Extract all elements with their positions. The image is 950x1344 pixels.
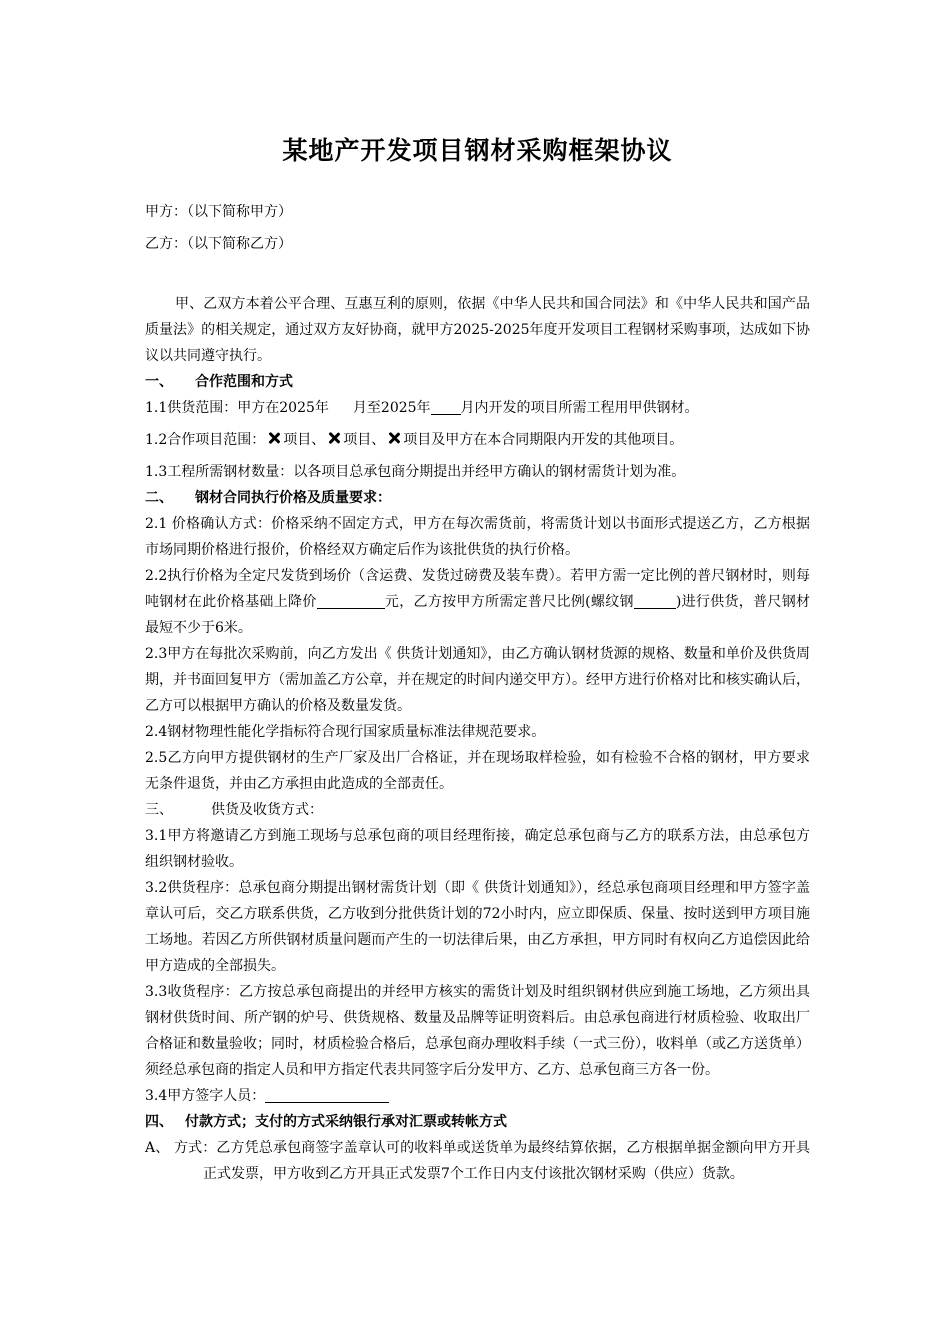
- clause-3-4-label: 3.4甲方签字人员：: [145, 1088, 266, 1104]
- clause-1-1-part-a: 1.1供货范围：甲方在2025年: [145, 400, 329, 416]
- section-4-heading: [145, 1109, 810, 1135]
- x-mark-icon: [328, 431, 340, 445]
- party-a-line: 甲方：（以下简称甲方）: [145, 204, 292, 220]
- rebar-ratio-blank: [634, 592, 676, 609]
- intro-paragraph: 甲、乙双方本着公平合理、互惠互利的原则，依据《中华人民共和国合同法》和《中华人民共和国产品质量法》的相关规定，通过双方友好协商，就甲方2025-2025年度开发项目工程钢材采购事项，达成如下协议以共同遵守执行。: [145, 296, 810, 364]
- clause-2-1: 2.1 价格确认方式：价格采纳不固定方式，甲方在每次需货前，将需货计划以书面形式提送乙方，乙方根据市场同期价格进行报价，价格经双方确定后作为该批供货的执行价格。: [145, 516, 810, 558]
- project-item-1: 项目、: [283, 432, 326, 448]
- clause-1-1: [145, 395, 810, 421]
- project-item-2: 项目、: [343, 432, 386, 448]
- clause-2-4: 2.4钢材物理性能化学指标符合现行国家质量标准法律规范要求。: [145, 724, 546, 740]
- section-2-heading: [145, 485, 810, 511]
- price-reduction-blank: [317, 592, 385, 609]
- clause-2-2: [145, 563, 810, 641]
- clause-4-a-label: A、 方式：: [145, 1140, 217, 1156]
- document-title: 某地产开发项目钢材采购框架协议: [282, 136, 673, 165]
- section-3-heading: [145, 797, 810, 823]
- clause-1-2-label: 1.2合作项目范围：: [145, 432, 266, 448]
- clause-3-2: 3.2供货程序：总承包商分期提出钢材需货计划（即《 供货计划通知》），经总承包商项目经理和甲方签字盖章认可后，交乙方联系供货，乙方收到分批供货计划的72小时内，应立即保质、保量、按时送到甲方项目施工场地。若因乙方所供钢材质量问题而产生的一切法律后果，由乙方承担，甲方同时有权向乙方追偿因此给甲方造成的全部损失。: [145, 880, 810, 974]
- section-2-number: 二、: [145, 490, 173, 506]
- clause-4-a-text: 乙方凭总承包商签字盖章认可的收料单或送货单为最终结算依据，乙方根据单据金额向甲方开具正式发票，甲方收到乙方开具正式发票7个工作日内支付该批次钢材采购（供应）货款。: [203, 1140, 811, 1182]
- section-2-title: 钢材合同执行价格及质量要求：: [195, 490, 391, 506]
- clause-1-1-part-b: 月至2025年: [352, 400, 431, 416]
- clause-1-2-end: 项目及甲方在本合同期限内开发的其他项目。: [403, 432, 684, 448]
- clause-2-5: 2.5乙方向甲方提供钢材的生产厂家及出厂合格证，并在现场取样检验，如有检验不合格的钢材，甲方要求无条件退货，并由乙方承担由此造成的全部责任。: [145, 750, 810, 792]
- clause-4-a: [145, 1135, 810, 1187]
- section-4-number: 四、: [145, 1114, 173, 1130]
- clause-2-2-part-b: 元，乙方按甲方所需定普尺比例(螺纹钢: [384, 594, 634, 610]
- clause-3-4: [145, 1083, 810, 1109]
- section-1-heading: [145, 369, 810, 395]
- signatory-blank: [265, 1086, 389, 1103]
- section-3-number: 三、: [145, 802, 173, 818]
- clause-1-1-part-c: 月内开发的项目所需工程用甲供钢材。: [460, 400, 699, 416]
- party-b-line: 乙方：（以下简称乙方）: [145, 236, 292, 252]
- clause-1-3: 1.3工程所需钢材数量：以各项目总承包商分期提出并经甲方确认的钢材需货计划为准。: [145, 464, 686, 480]
- clause-3-3: 3.3收货程序：乙方按总承包商提出的并经甲方核实的需货计划及时组织钢材供应到施工场地，乙方须出具钢材供货时间、所产钢的炉号、供货规格、数量及品牌等证明资料后。由总承包商进行材质检验、收取出厂合格证和数量验收；同时，材质检验合格后，总承包商办理收料手续（一式三份），收料单（或乙方送货单）须经总承包商的指定人员和甲方指定代表共同签字后分发甲方、乙方、总承包商三方各一份。: [145, 984, 810, 1078]
- section-1-number: 一、: [145, 374, 173, 390]
- document-body: [145, 291, 810, 1187]
- clause-3-1: 3.1甲方将邀请乙方到施工现场与总承包商的项目经理衔接，确定总承包商与乙方的联系方法，由总承包方组织钢材验收。: [145, 828, 810, 870]
- clause-2-2-part-a: 2.2执行价格为全定尺发货到场价（含运费、发货过磅费及装车费）。若甲方需一定比例的普尺钢材时，则每吨钢材在此价格基础上降价: [145, 568, 810, 610]
- clause-2-3: 2.3甲方在每批次采购前，向乙方发出《 供货计划通知》，由乙方确认钢材货源的规格、数量和单价及供货周期，并书面回复甲方（需加盖乙方公章，并在规定的时间内递交甲方）。经甲方进行价格对比和核实确认后，乙方可以根据甲方确认的价格及数量发货。: [145, 646, 810, 714]
- section-4-title: 付款方式；支付的方式采纳银行承对汇票或转帐方式: [185, 1114, 507, 1130]
- clause-2-2-part-c: )进行供货，普尺钢材最短不少于6米。: [145, 594, 811, 636]
- section-1-title: 合作范围和方式: [195, 374, 293, 390]
- clause-1-2: [145, 427, 810, 453]
- month-blank: [431, 398, 461, 415]
- x-mark-icon: [388, 431, 400, 445]
- section-3-title: 供货及收货方式：: [211, 802, 323, 818]
- x-mark-icon: [268, 431, 280, 445]
